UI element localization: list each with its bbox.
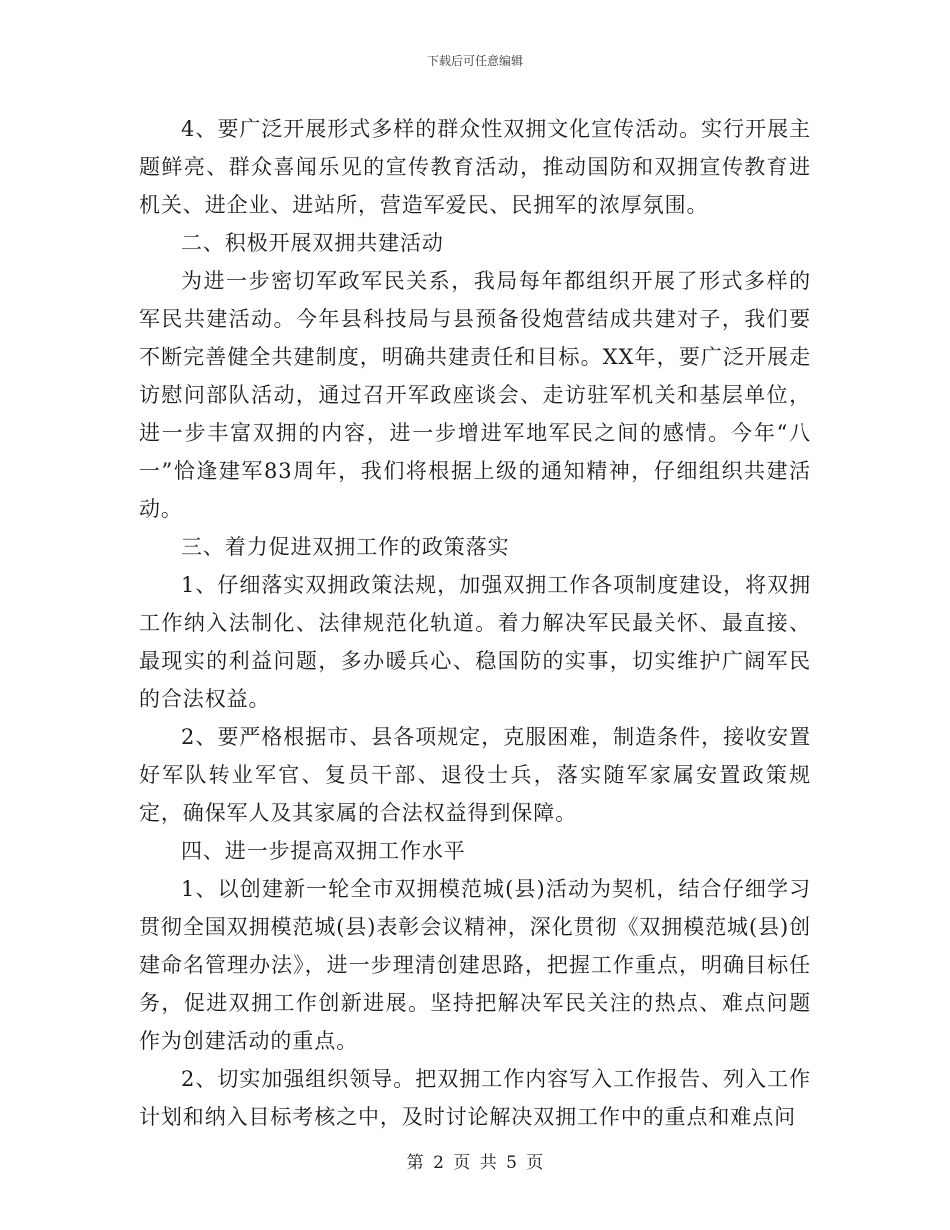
section-heading-4: 四、进一步提高双拥工作水平 bbox=[181, 839, 466, 863]
paragraph-level-item-1: 1、以创建新一轮全市双拥模范城(县)活动为契机，结合仔细学习贯彻全国双拥模范城(县)表彰会议精神，深化贯彻《双拥模范城(县)创建命名管理办法》，进一步理清创建思路，把握工作重点，明确目标任务，促进双拥工作创新进展。坚持把解决军民关注的热点、难点问题作为创建活动的重点。 bbox=[139, 877, 811, 1053]
paragraph-policy-item-1: 1、仔细落实双拥政策法规，加强双拥工作各项制度建设，将双拥工作纳入法制化、法律规范化轨道。着力解决军民最关怀、最直接、最现实的利益问题，多办暖兵心、稳国防的实事，切实维护广阔军民的合法权益。 bbox=[139, 573, 811, 711]
section-heading-2: 二、积极开展双拥共建活动 bbox=[181, 231, 444, 255]
page-number-footer: 第 2 页 共 5 页 bbox=[406, 1153, 544, 1173]
paragraph-policy-item-2: 2、要严格根据市、县各项规定，克服困难，制造条件，接收安置好军队转业军官、复员干部、退役士兵，落实随军家属安置政策规定，确保军人及其家属的合法权益得到保障。 bbox=[139, 725, 811, 825]
document-body bbox=[139, 110, 811, 1136]
section-heading-3: 三、着力促进双拥工作的政策落实 bbox=[181, 535, 510, 559]
paragraph-joint-construction: 为进一步密切军政军民关系，我局每年都组织开展了形式多样的军民共建活动。今年县科技局与县预备役炮营结成共建对子，我们要不断完善健全共建制度，明确共建责任和目标。XX年，要广泛开展走访慰问部队活动，通过召开军政座谈会、走访驻军机关和基层单位，进一步丰富双拥的内容，进一步增进军地军民之间的感情。今年“八一”恰逢建军83周年，我们将根据上级的通知精神，仔细组织共建活动。 bbox=[139, 269, 811, 521]
paragraph-level-item-2: 2、切实加强组织领导。把双拥工作内容写入工作报告、列入工作计划和纳入目标考核之中，及时讨论解决双拥工作中的重点和难点问 bbox=[139, 1067, 811, 1129]
paragraph-item-4-culture-publicity: 4、要广泛开展形式多样的群众性双拥文化宣传活动。实行开展主题鲜亮、群众喜闻乐见的宣传教育活动，推动国防和双拥宣传教育进机关、进企业、进站所，营造军爱民、民拥军的浓厚氛围。 bbox=[139, 117, 811, 217]
page-header: 下载后可任意编辑 bbox=[426, 54, 523, 68]
